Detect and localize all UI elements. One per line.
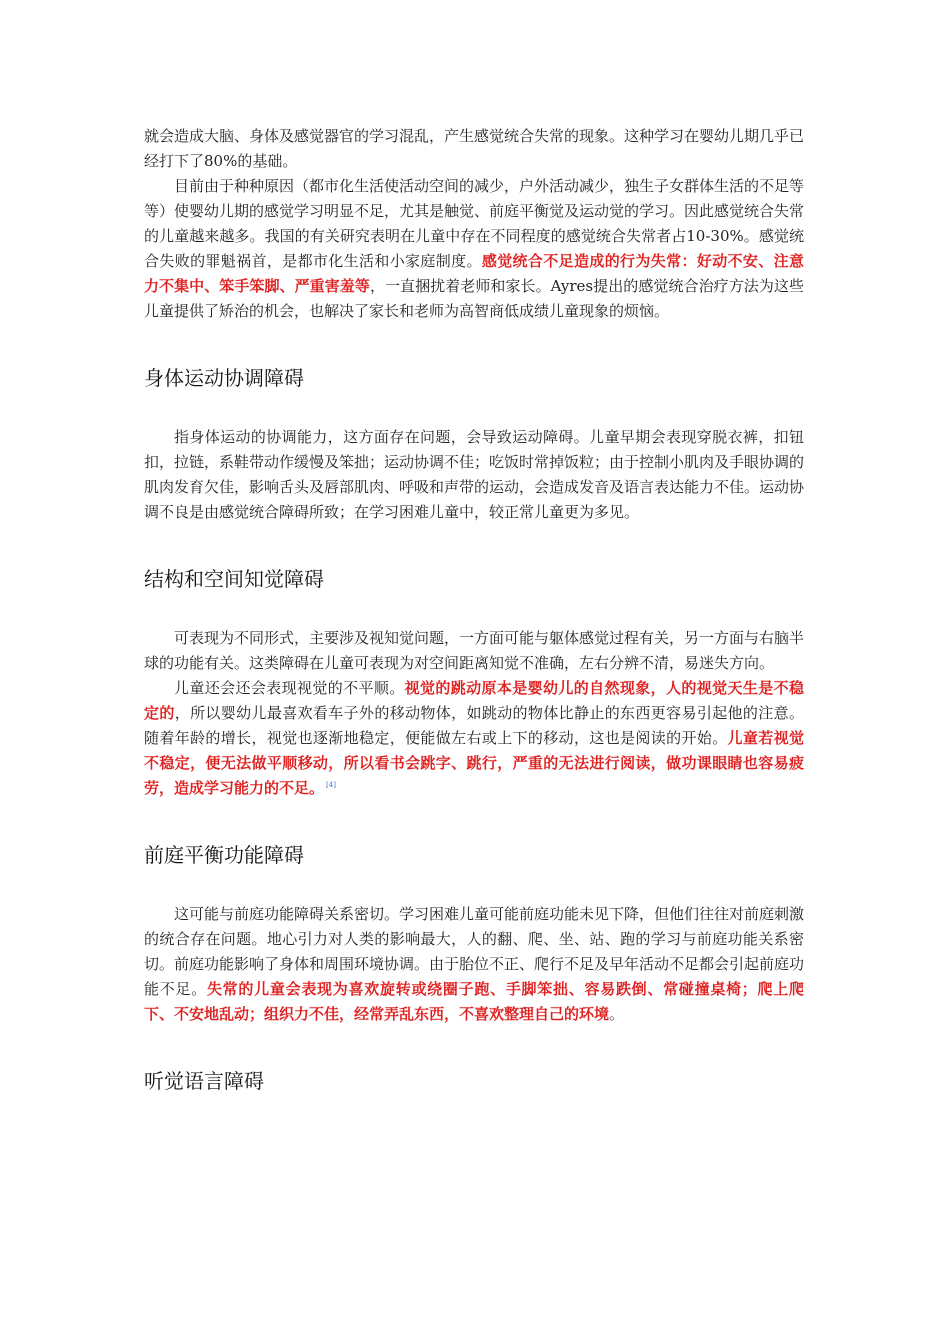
paragraph-causes bbox=[144, 174, 804, 324]
heading-motor-coordination: 身体运动协调障碍 bbox=[144, 366, 304, 390]
document-page bbox=[144, 124, 804, 1095]
heading-auditory-language: 听觉语言障碍 bbox=[144, 1069, 264, 1093]
causes-highlight: 感觉统合不足造成的行为失常：好动不安、注意力不集中、笨手笨脚、严重害羞等 bbox=[144, 252, 804, 295]
visual-highlight-2: 儿童若视觉不稳定，便无法做平顺移动，所以看书会跳字、跳行，严重的无法进行阅读，做功课眼睛也容易疲劳，造成学习能力的不足 bbox=[144, 729, 804, 797]
visual-text-2: ，所以婴幼儿最喜欢看车子外的移动物体，如跳动的物体比静止的东西更容易引起他的注意。随着年龄的增长，视觉也逐渐地稳定，便能做左右或上下的移动，这也是阅读的开始。 bbox=[144, 704, 804, 747]
vestibular-text: 这可能与前庭功能障碍关系密切。学习困难儿童可能前庭功能未见下降，但他们往往对前庭刺激的统合存在问题。地心引力对人类的影响最大，人的翻、爬、坐、站、跑的学习与前庭功能关系密切。前庭功能影响了身体和周围环境协调。由于胎位不正、爬行不足及早年活动不足都会引起前庭功能不足。 bbox=[144, 905, 805, 998]
citation-link[interactable]: [4] bbox=[326, 781, 336, 789]
paragraph-vestibular-balance bbox=[144, 902, 804, 1027]
causes-text-end: ，一直捆扰着老师和家长。Ayres提出的感觉统合治疗方法为这些儿童提供了矫治的机会，也解决了家长和老师为高智商低成绩儿童现象的烦恼。 bbox=[144, 277, 804, 320]
vestibular-text-end: 。 bbox=[609, 1005, 625, 1023]
visual-text-end: 。 bbox=[309, 779, 325, 797]
vestibular-highlight: 失常的儿童会表现为喜欢旋转或绕圈子跑、手脚笨拙、容易跌倒、常碰撞桌椅；爬上爬下、不安地乱动；组织力不佳，经常弄乱东西，不喜欢整理自己的环境 bbox=[144, 980, 804, 1023]
paragraph-motor-coordination: 指身体运动的协调能力，这方面存在问题，会导致运动障碍。儿童早期会表现穿脱衣裤，扣钮扣，拉链，系鞋带动作缓慢及笨拙；运动协调不佳；吃饭时常掉饭粒；由于控制小肌肉及手眼协调的肌肉发育欠佳，影响舌头及唇部肌肉、呼吸和声带的运动，会造成发音及语言表达能力不佳。运动协调不良是由感觉统合障碍所致；在学习困难儿童中，较正常儿童更为多见。 bbox=[144, 428, 805, 521]
visual-text: 儿童还会还会表现视觉的不平顺。 bbox=[174, 679, 405, 697]
visual-highlight-1: 视觉的跳动原本是婴幼儿的自然现象，人的视觉天生是不稳定的 bbox=[144, 679, 804, 722]
paragraph-visual-instability bbox=[144, 676, 804, 801]
heading-vestibular-balance: 前庭平衡功能障碍 bbox=[144, 843, 304, 867]
heading-spatial-perception: 结构和空间知觉障碍 bbox=[144, 567, 324, 591]
causes-text: 目前由于种种原因（都市化生活使活动空间的减少，户外活动减少，独生子女群体生活的不足等等）使婴幼儿期的感觉学习明显不足，尤其是触觉、前庭平衡觉及运动觉的学习。因此感觉统合失常的儿童越来越多。我国的有关研究表明在儿童中存在不同程度的感觉统合失常者占10-30%。感觉统合失败的罪魁祸首，是都市化生活和小家庭制度。 bbox=[144, 177, 805, 270]
paragraph-intro-continued: 就会造成大脑、身体及感觉器官的学习混乱，产生感觉统合失常的现象。这种学习在婴幼儿期几乎已经打下了80%的基础。 bbox=[144, 127, 805, 170]
paragraph-spatial-perception: 可表现为不同形式，主要涉及视知觉问题，一方面可能与躯体感觉过程有关，另一方面与右脑半球的功能有关。这类障碍在儿童可表现为对空间距离知觉不准确，左右分辨不清，易迷失方向。 bbox=[144, 629, 805, 672]
